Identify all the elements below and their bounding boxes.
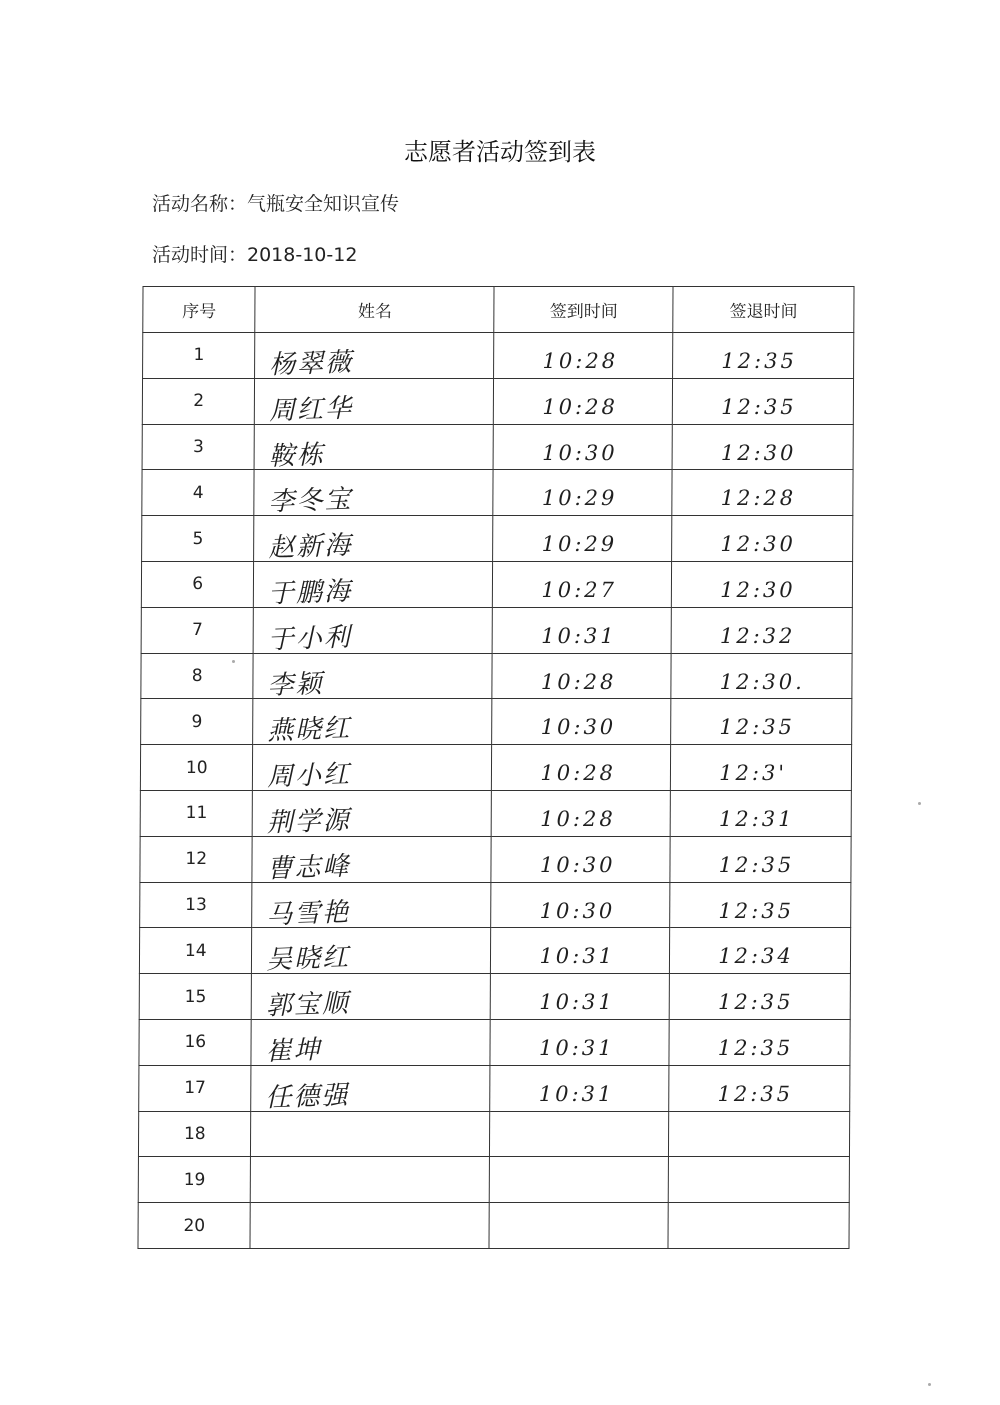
- signin-time-cell: [490, 1065, 669, 1111]
- name-cell: [250, 1203, 489, 1249]
- handwritten-name: 赵新海: [268, 530, 354, 564]
- table-row: [138, 1111, 849, 1157]
- table-row: [138, 1203, 849, 1249]
- row-index: [138, 1111, 251, 1157]
- header-signin-time: 签到时间: [494, 287, 673, 333]
- row-index: [139, 1065, 252, 1111]
- table-row: [142, 470, 853, 516]
- signin-time-cell: [491, 928, 670, 974]
- row-index: [141, 653, 254, 699]
- handwritten-signout-time: 12:30: [720, 577, 796, 602]
- handwritten-signin-time: 10:29: [541, 486, 618, 511]
- signin-table: [137, 286, 854, 1249]
- handwritten-name: 曹志峰: [266, 851, 352, 885]
- table-row: [139, 974, 850, 1020]
- row-index-label: 3: [192, 436, 204, 457]
- signout-time-cell: [670, 790, 851, 836]
- name-cell: [255, 424, 494, 470]
- name-cell: [252, 882, 491, 931]
- handwritten-signin-time: 10:30: [539, 898, 616, 923]
- handwritten-signin-time: 10:28: [540, 761, 617, 786]
- handwritten-signin-time: 10:28: [540, 669, 617, 694]
- handwritten-signin-time: 10:29: [541, 532, 618, 557]
- table-row: [142, 378, 853, 424]
- handwritten-name: 任德强: [265, 1080, 351, 1114]
- header-index: 序号: [143, 287, 256, 333]
- handwritten-signin-time: 10:28: [540, 806, 616, 831]
- name-cell: [255, 378, 494, 427]
- handwritten-name: 杨翠薇: [269, 347, 355, 381]
- header-signout-time: 签退时间: [673, 287, 854, 333]
- name-cell: [255, 333, 494, 379]
- table-row: [142, 424, 853, 470]
- handwritten-signin-time: 10:31: [541, 623, 617, 648]
- signout-time-cell: [672, 561, 853, 607]
- signin-time-cell: [491, 836, 670, 882]
- signout-time-cell: [670, 836, 851, 882]
- handwritten-signout-time: 12:35: [721, 394, 797, 419]
- table-row: [140, 882, 851, 928]
- signin-time-cell: [489, 1203, 668, 1249]
- signout-time-cell: [672, 516, 853, 562]
- handwritten-signin-time: 10:30: [539, 852, 616, 877]
- signout-time-cell: [672, 424, 853, 470]
- speck: [918, 802, 921, 805]
- row-index: [139, 1019, 252, 1065]
- signin-time-cell: [490, 1111, 669, 1157]
- signin-time-cell: [491, 882, 670, 928]
- signout-time-cell: [669, 1111, 850, 1157]
- row-index: [142, 424, 255, 470]
- table-row: [140, 836, 851, 882]
- signout-time-cell: [668, 1203, 849, 1249]
- signout-time-cell: [669, 1019, 850, 1065]
- signin-time-cell: [491, 974, 670, 1020]
- signout-time-cell: [672, 470, 853, 516]
- signout-time-cell: [671, 653, 852, 699]
- handwritten-signout-time: 12:32: [719, 623, 796, 648]
- signin-time-cell: [493, 607, 672, 653]
- name-cell: [251, 1157, 490, 1203]
- handwritten-signout-time: 12:28: [720, 486, 797, 511]
- speck: [232, 660, 235, 663]
- handwritten-name: 燕晓红: [267, 713, 353, 747]
- signout-time-cell: [671, 607, 852, 653]
- handwritten-signout-time: 12:35: [717, 1081, 794, 1106]
- header-name: 姓名: [255, 287, 494, 333]
- handwritten-signin-time: 10:28: [542, 394, 618, 419]
- row-index: [142, 516, 255, 562]
- table-row: [140, 745, 851, 791]
- name-cell: [254, 607, 493, 656]
- name-cell: [253, 745, 492, 791]
- signin-time-cell: [493, 516, 672, 562]
- handwritten-signout-time: 12:35: [719, 715, 796, 740]
- name-cell: [252, 928, 491, 974]
- handwritten-signin-time: 10:30: [542, 440, 618, 465]
- signout-time-cell: [668, 1157, 849, 1203]
- row-index: [142, 470, 255, 516]
- handwritten-signin-time: 10:31: [539, 990, 615, 1015]
- row-index-label: 7: [191, 620, 203, 641]
- row-index: [138, 1203, 251, 1249]
- signin-time-cell: [492, 745, 671, 791]
- handwritten-name: 李颖: [267, 668, 325, 701]
- row-index: [139, 974, 252, 1020]
- signin-time-cell: [494, 333, 673, 379]
- table-row: [143, 333, 854, 379]
- handwritten-signout-time: 12:30: [720, 440, 797, 465]
- table-row: [139, 1065, 850, 1111]
- signout-time-cell: [670, 928, 851, 974]
- row-index-label: 9: [191, 711, 203, 732]
- name-cell: [251, 1065, 490, 1114]
- table-row: [140, 790, 851, 836]
- row-index-label: 1: [193, 345, 205, 366]
- handwritten-name: 马雪艳: [266, 897, 352, 931]
- signout-time-cell: [671, 699, 852, 745]
- handwritten-signout-time: 12:35: [717, 1035, 794, 1060]
- row-index-label: 5: [192, 528, 204, 549]
- row-index-label: 13: [185, 894, 207, 915]
- handwritten-name: 崔坤: [265, 1034, 323, 1067]
- row-index-label: 15: [184, 986, 207, 1007]
- row-index: [142, 378, 255, 424]
- row-index-label: 6: [192, 574, 204, 595]
- table-row: [139, 928, 850, 974]
- table-row: [138, 1157, 849, 1203]
- signout-time-cell: [670, 882, 851, 928]
- row-index: [143, 333, 256, 379]
- handwritten-name: 周红华: [269, 393, 354, 427]
- handwritten-name: 荆学源: [266, 805, 352, 839]
- handwritten-signin-time: 10:27: [541, 577, 617, 602]
- table-row: [142, 516, 853, 562]
- signin-time-cell: [494, 378, 673, 424]
- row-index: [138, 1157, 251, 1203]
- handwritten-signout-time: 12:35: [718, 898, 795, 923]
- row-index: [140, 745, 253, 791]
- handwritten-signout-time: 12:35: [717, 990, 794, 1015]
- handwritten-signin-time: 10:31: [538, 1081, 615, 1106]
- name-cell: [253, 653, 492, 699]
- signin-time-cell: [492, 653, 671, 699]
- activity-name: 活动名称：气瓶安全知识宣传: [152, 193, 400, 215]
- signin-time-cell: [490, 1019, 669, 1065]
- row-index-label: 18: [183, 1123, 206, 1144]
- handwritten-signout-time: 12:3': [719, 761, 788, 786]
- row-index-label: 17: [184, 1078, 206, 1099]
- signin-time-cell: [490, 1157, 669, 1203]
- row-index: [141, 607, 254, 653]
- handwritten-signin-time: 10:31: [539, 944, 616, 969]
- row-index: [140, 836, 253, 882]
- name-cell: [252, 836, 491, 885]
- handwritten-name: 李冬宝: [268, 484, 354, 518]
- row-index-label: 14: [184, 940, 207, 961]
- handwritten-name: 鞍栋: [268, 439, 326, 472]
- name-cell: [252, 974, 491, 1020]
- handwritten-signout-time: 12:31: [718, 806, 795, 831]
- table-row: [141, 607, 852, 653]
- name-cell: [251, 1019, 490, 1065]
- row-index-label: 4: [192, 482, 204, 503]
- row-index: [141, 699, 254, 745]
- name-cell: [254, 470, 493, 516]
- signin-time-cell: [493, 561, 672, 607]
- handwritten-signout-time: 12:30.: [719, 669, 805, 694]
- row-index: [140, 882, 253, 928]
- name-cell: [254, 516, 493, 562]
- signout-time-cell: [673, 333, 854, 379]
- handwritten-signin-time: 10:30: [540, 715, 617, 740]
- signout-time-cell: [669, 974, 850, 1020]
- table-header-row: [143, 287, 854, 333]
- signin-time-cell: [492, 699, 671, 745]
- handwritten-name: 吴晓红: [266, 942, 351, 976]
- handwritten-signout-time: 12:30: [720, 532, 796, 557]
- name-cell: [253, 699, 492, 745]
- row-index-label: 11: [185, 803, 208, 824]
- handwritten-signout-time: 12:34: [718, 944, 794, 969]
- handwritten-signin-time: 10:28: [542, 349, 619, 373]
- row-index-label: 10: [185, 757, 208, 778]
- handwritten-signout-time: 12:35: [721, 349, 797, 373]
- page-title: 志愿者活动签到表: [404, 138, 596, 166]
- row-index: [139, 928, 252, 974]
- table-row: [141, 561, 852, 607]
- row-index-label: 16: [184, 1032, 207, 1053]
- signout-time-cell: [673, 378, 854, 424]
- row-index-label: 2: [193, 391, 205, 412]
- table-body: [138, 333, 854, 1249]
- handwritten-name: 于鹏海: [268, 576, 353, 610]
- handwritten-name: 周小红: [267, 759, 352, 793]
- handwritten-name: 于小利: [267, 622, 353, 656]
- handwritten-signout-time: 12:35: [718, 852, 795, 877]
- table-row: [141, 653, 852, 699]
- signin-time-cell: [494, 424, 673, 470]
- name-cell: [254, 561, 493, 610]
- row-index: [140, 790, 253, 836]
- handwritten-signin-time: 10:31: [538, 1035, 615, 1060]
- row-index-label: 8: [191, 665, 203, 686]
- signout-time-cell: [671, 745, 852, 791]
- name-cell: [251, 1111, 490, 1157]
- row-index: [141, 561, 254, 607]
- signout-time-cell: [669, 1065, 850, 1111]
- row-index-label: 12: [185, 849, 208, 870]
- handwritten-name: 郭宝顺: [265, 988, 351, 1022]
- speck: [928, 1383, 931, 1386]
- name-cell: [253, 790, 492, 839]
- activity-time: 活动时间：2018-10-12: [152, 244, 358, 266]
- table-row: [141, 699, 852, 745]
- row-index-label: 19: [183, 1169, 206, 1190]
- signin-time-cell: [492, 790, 671, 836]
- signin-time-cell: [493, 470, 672, 516]
- row-index-label: 20: [183, 1215, 206, 1236]
- table-row: [139, 1019, 850, 1065]
